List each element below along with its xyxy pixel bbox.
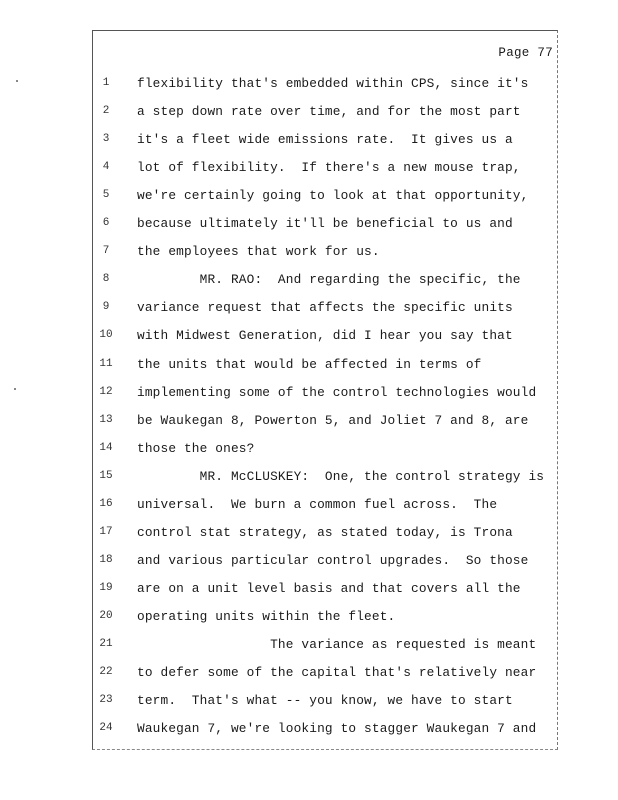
transcript-line: be Waukegan 8, Powerton 5, and Joliet 7 and 8, are: [137, 412, 529, 428]
line-number: 22: [99, 666, 113, 679]
line-number: 20: [99, 609, 113, 622]
transcript-line: a step down rate over time, and for the most part: [137, 104, 521, 120]
transcript-page: [92, 30, 558, 750]
line-number: 24: [99, 722, 113, 735]
transcript-line: to defer some of the capital that's relatively near: [137, 665, 537, 681]
transcript-line: control stat strategy, as stated today, is Trona: [137, 524, 513, 540]
line-number: 17: [99, 525, 113, 538]
transcript-line: operating units within the fleet.: [137, 608, 396, 624]
line-number: 15: [99, 469, 113, 482]
transcript-line: term. That's what -- you know, we have to start: [137, 693, 513, 709]
transcript-line: variance request that affects the specific units: [137, 300, 513, 316]
line-number: 3: [102, 133, 110, 146]
line-number: 19: [99, 581, 113, 594]
line-number: 11: [99, 357, 113, 370]
transcript-line: we're certainly going to look at that opportunity,: [137, 188, 529, 204]
line-number: 4: [102, 161, 110, 174]
transcript-line: the employees that work for us.: [137, 244, 380, 260]
transcript-line: it's a fleet wide emissions rate. It gives us a: [137, 132, 513, 148]
transcript-line: are on a unit level basis and that covers all the: [137, 580, 521, 596]
line-number: 6: [102, 217, 110, 230]
line-number: 13: [99, 413, 113, 426]
scan-speck: [16, 80, 18, 82]
line-number: 21: [99, 638, 113, 650]
line-number: 12: [99, 385, 113, 398]
line-number: 7: [102, 245, 110, 258]
line-number: 5: [102, 189, 110, 202]
line-number: 23: [99, 694, 113, 707]
line-number: 9: [102, 301, 110, 314]
line-number: 16: [99, 497, 113, 510]
transcript-line: The variance as requested is meant: [137, 637, 537, 652]
transcript-line: Waukegan 7, we're looking to stagger Waukegan 7 and: [137, 721, 537, 737]
scan-speck: [14, 388, 16, 390]
page-number: Page 77: [498, 46, 553, 60]
line-number: 10: [99, 329, 113, 342]
transcript-line: the units that would be affected in terms of: [137, 356, 482, 372]
line-number: 18: [99, 553, 113, 566]
transcript-line: because ultimately it'll be beneficial to us and: [137, 216, 513, 232]
transcript-line: those the ones?: [137, 440, 255, 456]
transcript-line: lot of flexibility. If there's a new mouse trap,: [137, 160, 521, 176]
line-number: 8: [102, 273, 110, 286]
transcript-line: and various particular control upgrades. So those: [137, 552, 529, 568]
transcript-line: with Midwest Generation, did I hear you say that: [137, 328, 513, 344]
line-number: 14: [99, 441, 113, 454]
transcript-line: MR. McCLUSKEY: One, the control strategy is: [137, 468, 545, 484]
transcript-line: flexibility that's embedded within CPS, since it's: [137, 76, 529, 91]
line-number: 1: [102, 77, 110, 89]
transcript-line: universal. We burn a common fuel across. The: [137, 496, 498, 512]
transcript-line: MR. RAO: And regarding the specific, the: [137, 272, 521, 288]
transcript-line: implementing some of the control technologies would: [137, 384, 537, 400]
line-number: 2: [102, 105, 110, 118]
